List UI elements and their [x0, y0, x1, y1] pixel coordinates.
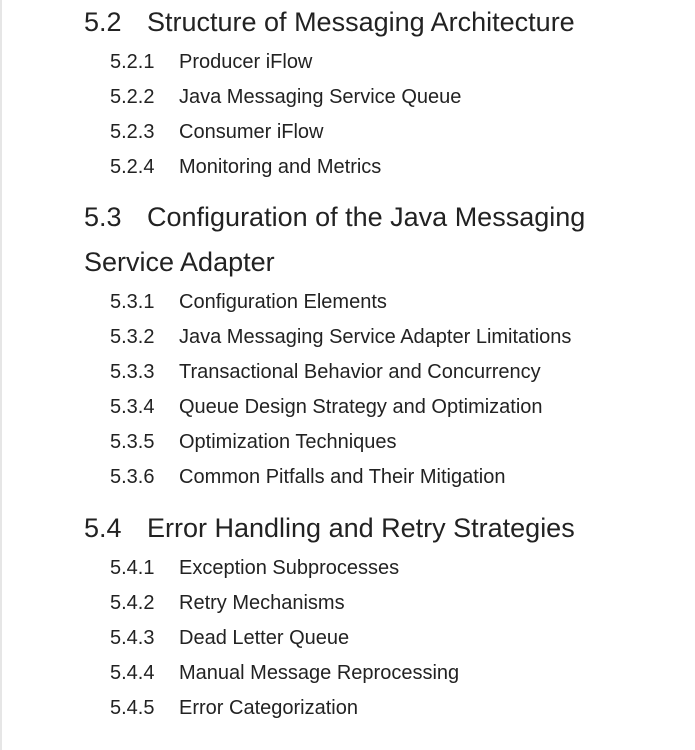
- entry-title: Error Categorization: [179, 697, 358, 719]
- entry-title: Optimization Techniques: [179, 431, 397, 453]
- toc-heading[interactable]: [84, 195, 644, 285]
- toc-heading[interactable]: [84, 0, 644, 45]
- toc-entry[interactable]: [110, 80, 644, 115]
- toc-entry[interactable]: [110, 691, 644, 726]
- entry-number: 5.4.1: [110, 557, 155, 579]
- toc-entry[interactable]: [110, 390, 644, 425]
- entry-title: Exception Subprocesses: [179, 557, 400, 579]
- toc-entry[interactable]: [110, 150, 644, 185]
- entry-title: Producer iFlow: [179, 51, 313, 73]
- entry-title: Consumer iFlow: [179, 121, 324, 143]
- entry-title: Java Messaging Service Queue: [179, 86, 462, 108]
- heading-number: 5.2: [84, 7, 122, 37]
- entry-number: 5.3.6: [110, 466, 155, 488]
- entry-number: 5.4.2: [110, 592, 155, 614]
- entry-title: Monitoring and Metrics: [179, 156, 382, 178]
- entry-number: 5.3.5: [110, 431, 155, 453]
- toc-entry[interactable]: [110, 45, 644, 80]
- entry-title: Retry Mechanisms: [179, 592, 345, 614]
- toc-entry[interactable]: [110, 115, 644, 150]
- toc-entry[interactable]: [110, 425, 644, 460]
- toc-section-5-3: [0, 195, 644, 495]
- entry-title: Dead Letter Queue: [179, 627, 350, 649]
- entry-number: 5.3.2: [110, 326, 155, 348]
- toc-entry[interactable]: [110, 621, 644, 656]
- entry-number: 5.4.3: [110, 627, 155, 649]
- toc-section-5-2: [0, 0, 644, 185]
- toc-entry[interactable]: [110, 656, 644, 691]
- entry-number: 5.4.5: [110, 697, 155, 719]
- heading-title: Configuration of the Java Messaging Service Adapter: [84, 202, 586, 277]
- entry-number: 5.2.4: [110, 156, 155, 178]
- toc-entry[interactable]: [110, 551, 644, 586]
- toc-entry[interactable]: [110, 285, 644, 320]
- entry-title: Queue Design Strategy and Optimization: [179, 396, 543, 418]
- heading-title: Structure of Messaging Architecture: [147, 7, 575, 37]
- heading-number: 5.3: [84, 202, 122, 232]
- heading-title: Error Handling and Retry Strategies: [147, 513, 575, 543]
- entry-title: Transactional Behavior and Concurrency: [179, 361, 541, 383]
- entry-number: 5.3.1: [110, 291, 155, 313]
- toc-entry[interactable]: [110, 355, 644, 390]
- entry-number: 5.2.3: [110, 121, 155, 143]
- entry-title: Java Messaging Service Adapter Limitations: [179, 326, 572, 348]
- entry-number: 5.4.4: [110, 662, 155, 684]
- heading-number: 5.4: [84, 513, 122, 543]
- toc-section-5-4: [0, 506, 644, 726]
- toc-heading[interactable]: [84, 506, 644, 551]
- entry-title: Manual Message Reprocessing: [179, 662, 460, 684]
- toc-entry[interactable]: [110, 320, 644, 355]
- entry-number: 5.2.2: [110, 86, 155, 108]
- entry-title: Common Pitfalls and Their Mitigation: [179, 466, 506, 488]
- entry-title: Configuration Elements: [179, 291, 387, 313]
- toc-entry[interactable]: [110, 586, 644, 621]
- entry-number: 5.2.1: [110, 51, 155, 73]
- entry-number: 5.3.3: [110, 361, 155, 383]
- toc-entry[interactable]: [110, 460, 644, 495]
- entry-number: 5.3.4: [110, 396, 155, 418]
